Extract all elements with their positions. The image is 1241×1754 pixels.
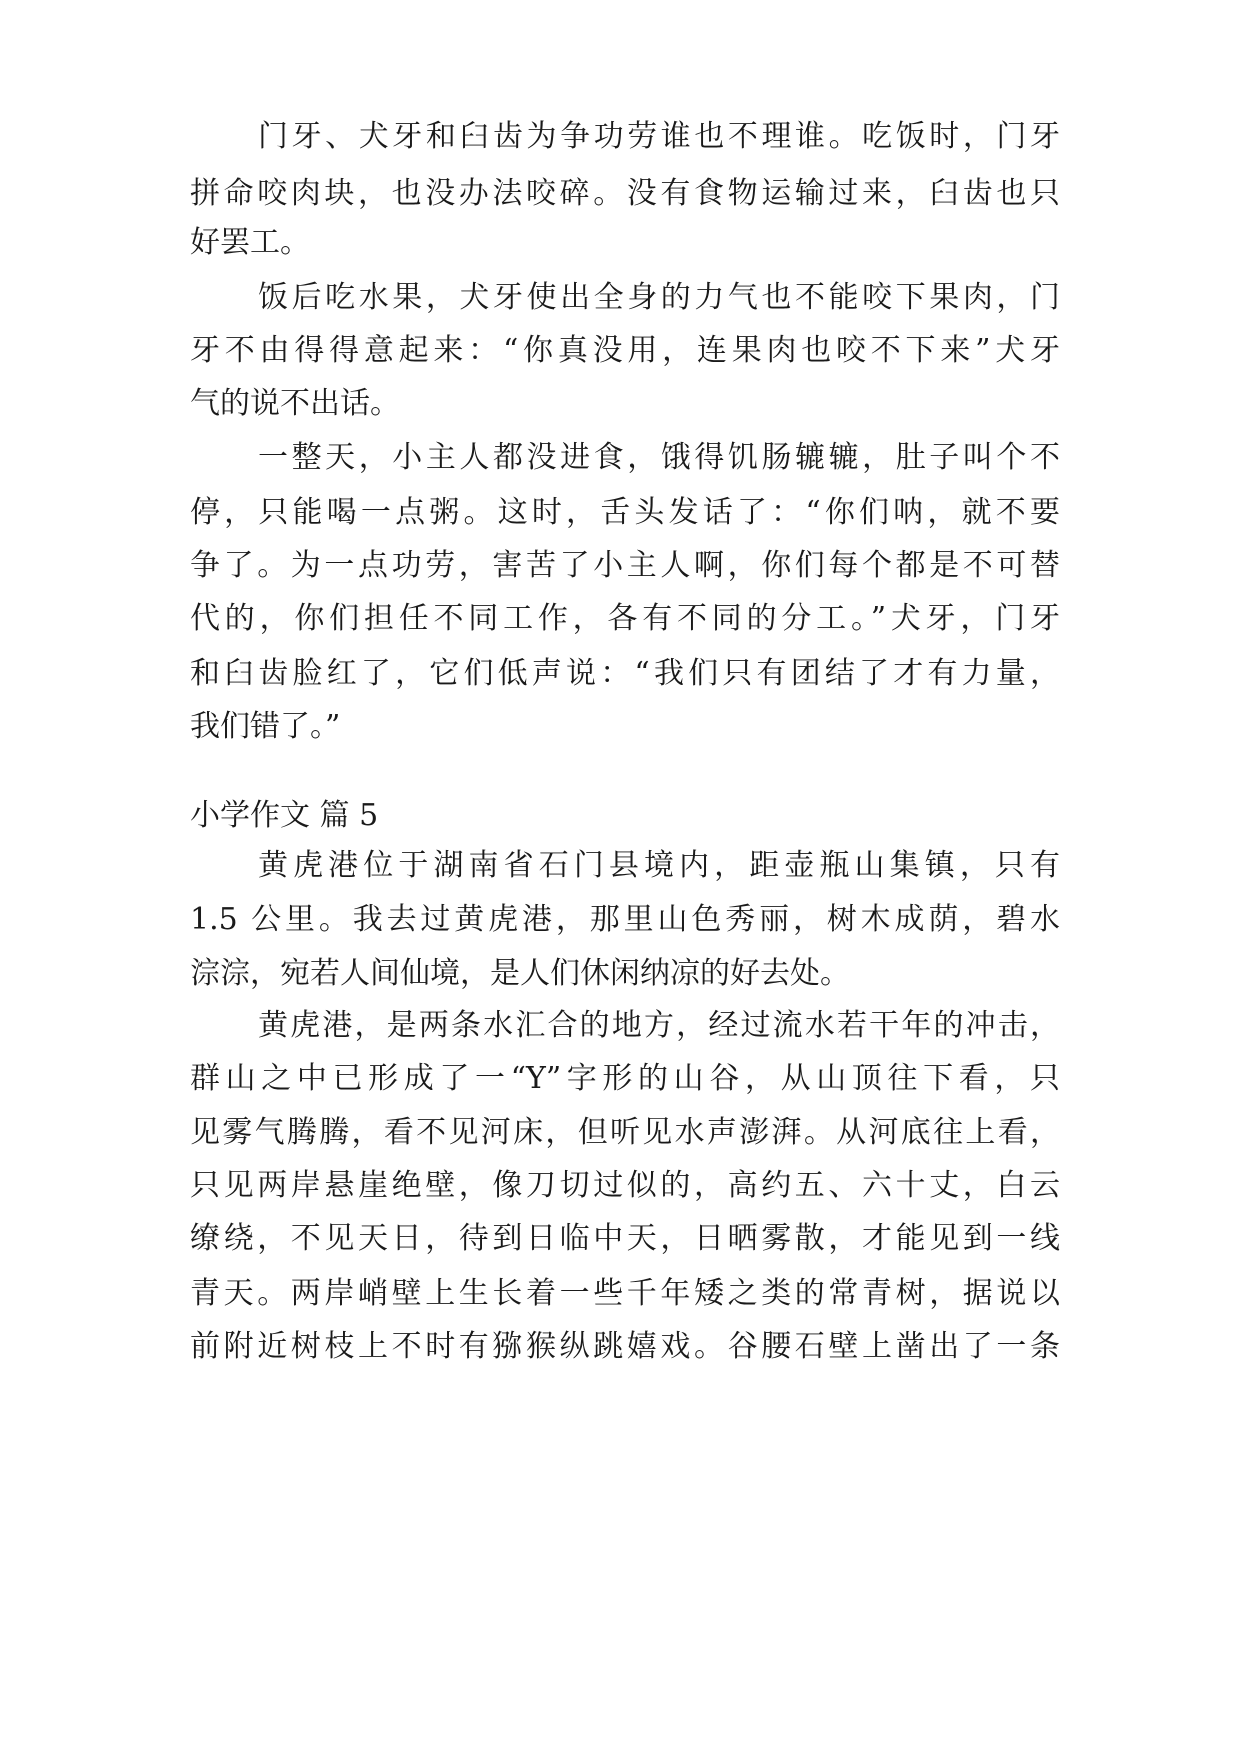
paragraph-line: 缭绕，不见天日，待到日临中天，日晒雾散，才能见到一线 [190,1221,1060,1256]
paragraph-line: 黄虎港，是两条水汇合的地方，经过流水若干年的冲击， [258,1008,1060,1043]
paragraph-line: 和臼齿脸红了，它们低声说：“我们只有团结了才有力量， [190,656,1060,691]
paragraph-line: 一整天，小主人都没进食，饿得饥肠辘辘，肚子叫个不 [258,440,1060,475]
paragraph-line: 群山之中已形成了一“Y”字形的山谷，从山顶往下看，只 [190,1061,1060,1096]
paragraph-line: 好罢工。 [190,225,310,260]
paragraph-line: 只见两岸悬崖绝壁，像刀切过似的，高约五、六十丈，白云 [190,1168,1060,1203]
paragraph-line: 牙不由得得意起来：“你真没用，连果肉也咬不下来”犬牙 [190,333,1060,368]
section-heading: 小学作文 篇 5 [190,798,379,833]
paragraph-line: 代的，你们担任不同工作，各有不同的分工。”犬牙，门牙 [190,601,1060,636]
paragraph-line: 我们错了。” [190,709,341,744]
paragraph-line: 争了。为一点功劳，害苦了小主人啊，你们每个都是不可替 [190,548,1060,583]
paragraph-line: 1.5 公里。我去过黄虎港，那里山色秀丽，树木成荫，碧水 [190,902,1060,937]
paragraph-line: 淙淙，宛若人间仙境，是人们休闲纳凉的好去处。 [190,956,850,991]
paragraph-line: 停，只能喝一点粥。这时，舌头发话了：“你们呐，就不要 [190,495,1060,530]
paragraph-line: 青天。两岸峭壁上生长着一些千年矮之类的常青树，据说以 [190,1276,1060,1311]
paragraph-line: 门牙、犬牙和臼齿为争功劳谁也不理谁。吃饭时，门牙 [258,119,1060,154]
paragraph-line: 饭后吃水果，犬牙使出全身的力气也不能咬下果肉，门 [258,280,1060,315]
paragraph-line: 气的说不出话。 [190,386,400,421]
paragraph-line: 前附近树枝上不时有猕猴纵跳嬉戏。谷腰石壁上凿出了一条 [190,1329,1060,1364]
paragraph-line: 拼命咬肉块，也没办法咬碎。没有食物运输过来，臼齿也只 [190,176,1060,211]
paragraph-line: 见雾气腾腾，看不见河床，但听见水声澎湃。从河底往上看， [190,1115,1060,1150]
paragraph-line: 黄虎港位于湖南省石门县境内，距壶瓶山集镇，只有 [258,848,1060,883]
